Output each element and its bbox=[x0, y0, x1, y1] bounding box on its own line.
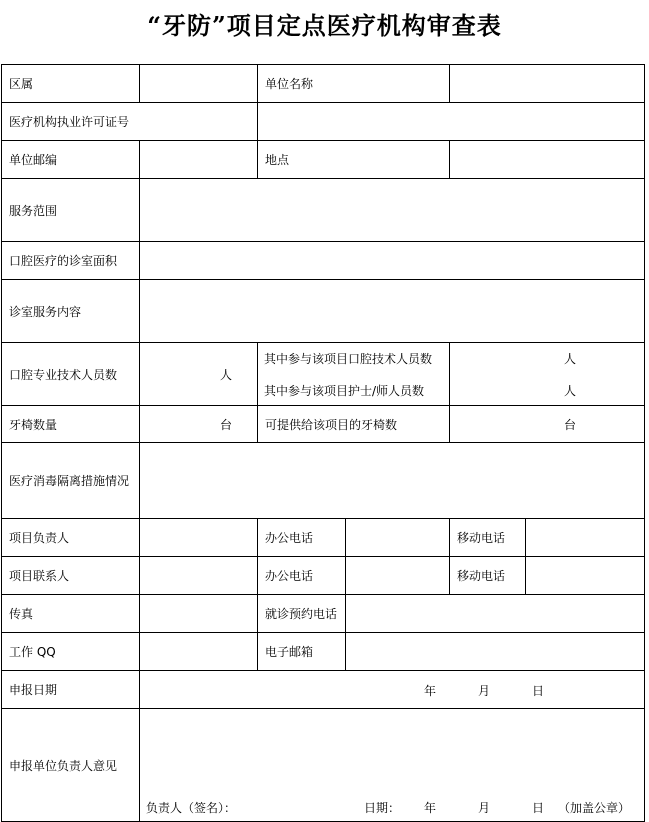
mobile-phone-1-field[interactable] bbox=[525, 518, 645, 557]
chair-count-field[interactable] bbox=[139, 405, 258, 443]
oral-staff-label: 口腔专业技术人员数 bbox=[1, 342, 140, 406]
service-scope-field[interactable] bbox=[139, 178, 645, 242]
project-contact-field[interactable] bbox=[139, 556, 258, 595]
office-phone-2-label: 办公电话 bbox=[257, 556, 346, 595]
sign-day: 日 bbox=[532, 801, 545, 815]
work-qq-field[interactable] bbox=[139, 632, 258, 671]
project-nurse-staff-label: 其中参与该项目护士/师人员数 bbox=[264, 384, 425, 398]
service-scope-label: 服务范围 bbox=[1, 178, 140, 242]
report-date-field[interactable] bbox=[139, 670, 645, 709]
chair-count-label: 牙椅数量 bbox=[1, 405, 140, 443]
mobile-phone-2-label: 移动电话 bbox=[449, 556, 526, 595]
postcode-field[interactable] bbox=[139, 140, 258, 179]
office-phone-2-field[interactable] bbox=[345, 556, 450, 595]
date-year: 年 bbox=[424, 684, 437, 698]
fax-field[interactable] bbox=[139, 594, 258, 633]
project-contact-label: 项目联系人 bbox=[1, 556, 140, 595]
address-label: 地点 bbox=[257, 140, 450, 179]
booking-phone-field[interactable] bbox=[345, 594, 645, 633]
project-leader-field[interactable] bbox=[139, 518, 258, 557]
date-month: 月 bbox=[478, 684, 491, 698]
seal-note: （加盖公章） bbox=[558, 801, 631, 815]
postcode-label: 单位邮编 bbox=[1, 140, 140, 179]
office-phone-1-field[interactable] bbox=[345, 518, 450, 557]
page-title: “牙防”项目定点医疗机构审查表 bbox=[147, 11, 502, 40]
district-field[interactable] bbox=[139, 64, 258, 103]
oral-staff-unit: 人 bbox=[220, 368, 233, 382]
mobile-phone-1-label: 移动电话 bbox=[449, 518, 526, 557]
booking-phone-label: 就诊预约电话 bbox=[257, 594, 346, 633]
report-date-label: 申报日期 bbox=[1, 670, 140, 709]
leader-opinion-label: 申报单位负责人意见 bbox=[1, 708, 140, 822]
unit-name-label: 单位名称 bbox=[257, 64, 450, 103]
work-qq-label: 工作 QQ bbox=[1, 632, 140, 671]
disinfection-label: 医疗消毒隔离措施情况 bbox=[1, 442, 140, 519]
email-label: 电子邮箱 bbox=[257, 632, 346, 671]
project-tech-staff-label: 其中参与该项目口腔技术人员数 bbox=[264, 352, 433, 366]
district-label: 区属 bbox=[1, 64, 140, 103]
sign-date-label: 日期： bbox=[364, 801, 401, 815]
office-phone-1-label: 办公电话 bbox=[257, 518, 346, 557]
disinfection-field[interactable] bbox=[139, 442, 645, 519]
clinic-area-label: 口腔医疗的诊室面积 bbox=[1, 241, 140, 280]
project-leader-label: 项目负责人 bbox=[1, 518, 140, 557]
clinic-area-field[interactable] bbox=[139, 241, 645, 280]
clinic-content-label: 诊室服务内容 bbox=[1, 279, 140, 343]
date-day: 日 bbox=[532, 684, 545, 698]
project-chairs-unit: 台 bbox=[564, 418, 577, 432]
sign-month: 月 bbox=[478, 801, 491, 815]
sign-year: 年 bbox=[424, 801, 437, 815]
project-chairs-field[interactable] bbox=[449, 405, 645, 443]
project-nurse-staff-unit: 人 bbox=[564, 384, 577, 398]
address-field[interactable] bbox=[449, 140, 645, 179]
mobile-phone-2-field[interactable] bbox=[525, 556, 645, 595]
chair-count-unit: 台 bbox=[220, 418, 233, 432]
project-tech-staff-unit: 人 bbox=[564, 352, 577, 366]
project-chairs-label: 可提供给该项目的牙椅数 bbox=[257, 405, 450, 443]
project-staff-field[interactable] bbox=[449, 342, 645, 406]
license-no-field[interactable] bbox=[257, 102, 645, 141]
signer-label: 负责人（签名）： bbox=[146, 801, 237, 815]
oral-staff-field[interactable] bbox=[139, 342, 258, 406]
clinic-content-field[interactable] bbox=[139, 279, 645, 343]
unit-name-field[interactable] bbox=[449, 64, 645, 103]
fax-label: 传真 bbox=[1, 594, 140, 633]
email-field[interactable] bbox=[345, 632, 645, 671]
license-no-label: 医疗机构执业许可证号 bbox=[1, 102, 258, 141]
